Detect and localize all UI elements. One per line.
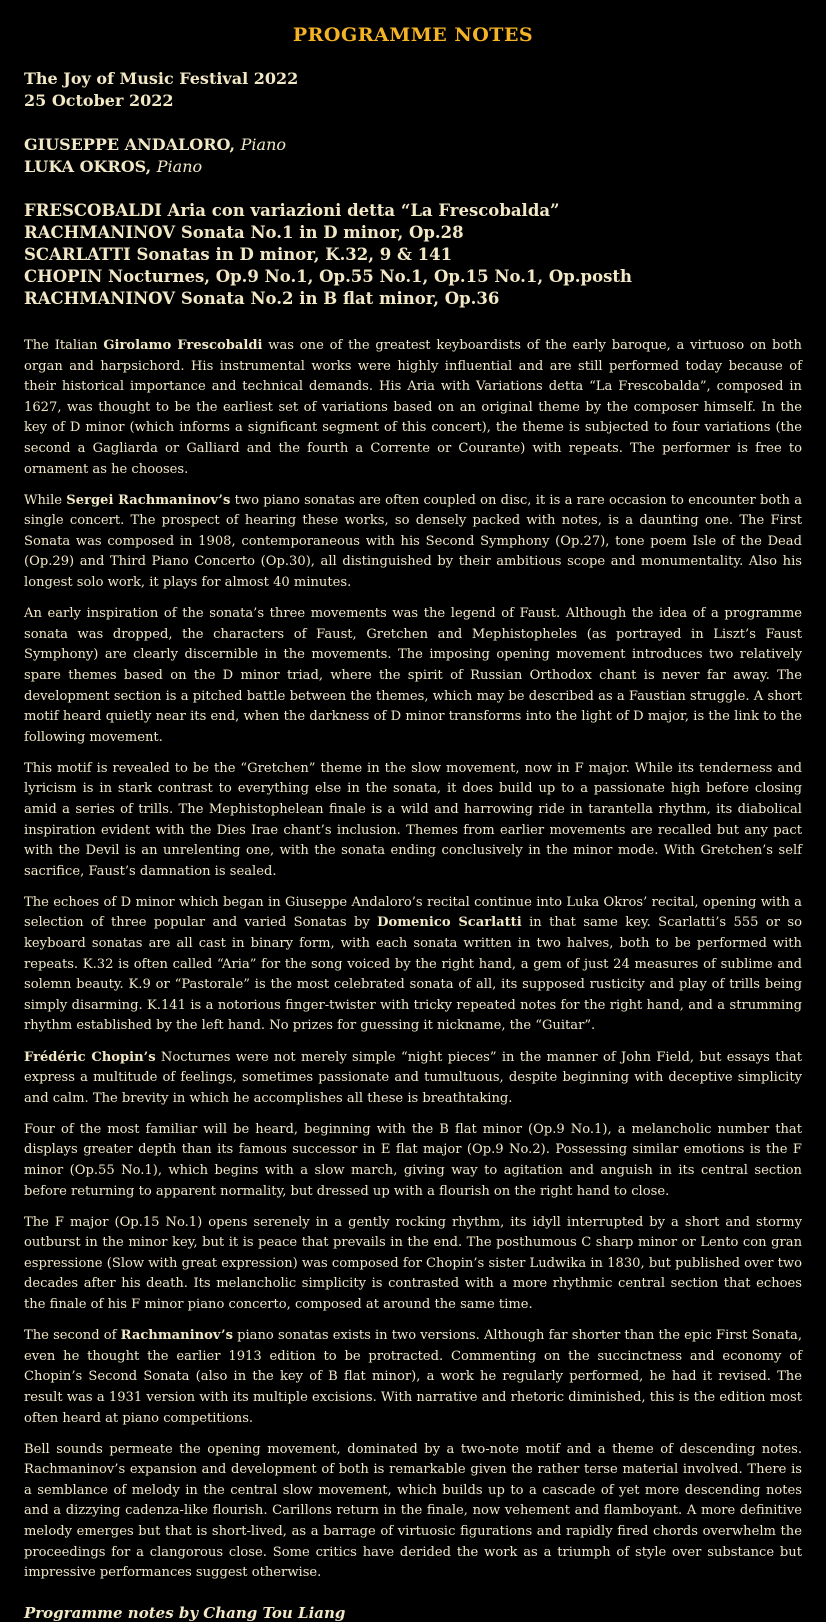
event-info [24, 68, 802, 112]
composer-name: Domenico Scarlatti [377, 915, 522, 931]
paragraph-rachmaninov-second [24, 1326, 802, 1429]
page-title: PROGRAMME NOTES [292, 24, 534, 46]
composer-name: Frédéric Chopin’s [24, 1049, 156, 1065]
text-run: While [24, 492, 67, 508]
paragraph-faust: An early inspiration of the sonata’s three movements was the legend of Faust. Although the idea of a programme sonata was dropped, the characters of Faust, Gretchen and Mephistopheles (as portrayed in Liszt’s Faust Symphony) are clearly discernible in the movements. The imposing opening movement introduces two relatively spare themes based on the D minor triad, where the spirit of Russian Orthodox chant is never far away. The development section is a pitched battle between the themes, which may be described as a Faustian struggle. A short motif heard quietly near its end, when the darkness of D minor transforms into the light of D major, is the link to the following movement. [24, 606, 802, 745]
text-run: The Italian [24, 338, 104, 353]
performer-name: LUKA OKROS, [24, 157, 152, 176]
event-name: The Joy of Music Festival 2022 [24, 69, 299, 88]
text-run: The second of [24, 1328, 121, 1344]
paragraph-scarlatti [24, 893, 802, 1037]
composer-name: Sergei Rachmaninov’s [66, 492, 231, 508]
text-run: in that same key. Scarlatti’s 555 or so keyboard sonatas are all cast in binary form, with each sonata written in two halves, both to be performed with repeats. K.32 is often called “Aria” for the song voiced by the right hand, a gem of just 24 measures of sublime and solemn beauty. K.9 or “Pastorale” is the most celebrated sonata of all, its supposed rusticity and play of trills being simply disarming. K.141 is a notorious finger-twister with tricky repeated notes for the right hand, and a strumming rhythm established by the left hand. No prizes for guessing it nickname, the “Guitar”. [24, 915, 802, 1034]
event-date: 25 October 2022 [24, 91, 174, 110]
composer-name: Rachmaninov’s [120, 1328, 233, 1344]
paragraph-frescobaldi [24, 336, 802, 480]
programme-item: RACHMANINOV Sonata No.2 in B flat minor, Op.36 [24, 289, 500, 308]
paragraph-chopin-f-major: The F major (Op.15 No.1) opens serenely in a gently rocking rhythm, its idyll interrupted by a short and stormy outburst in the minor key, but it is peace that prevails in the end. The posthumous C sharp minor or Lento con gran espressione (Slow with great expression) was composed for Chopin’s sister Ludwika in 1830, but published over two decades after his death. Its melancholic simplicity is contrasted with a more rhythmic central section that echoes the finale of his F minor piano concerto, composed at around the same time. [24, 1214, 802, 1313]
paragraph-chopin-nocturnes: Four of the most familiar will be heard, beginning with the B flat minor (Op.9 No.1), a melancholic number that displays greater depth than its famous successor in E flat major (Op.9 No.2). Possessing similar emotions is the F minor (Op.55 No.1), which begins with a slow march, giving way to agitation and anguish in its central section before returning to apparent normality, but dressed up with a flourish on the right hand to close. [24, 1121, 802, 1199]
performer-name: GIUSEPPE ANDALORO, [24, 135, 236, 154]
performer-instrument: Piano [240, 135, 286, 154]
text-run: was one of the greatest keyboardists of the early baroque, a virtuoso on both organ and harpsichord. His instrumental works were highly influential and are still performed today because of their historical importance and technical demands. His Aria with Variations detta “La Frescobalda”, composed in 1627, was thought to be the earliest set of variations based on an original theme by the composer himself. In the key of D minor (which informs a significant segment of this concert), the theme is subjected to four variations (the second a Gagliarda or Galliard and the fourth a Corrente or Courante) with repeats. The performer is free to ornament as he chooses. [24, 338, 802, 477]
text-run: two piano sonatas are often coupled on disc, it is a rare occasion to encounter both a single concert. The prospect of hearing these works, so densely packed with notes, is a daunting one. The First Sonata was composed in 1908, contemporaneous with his Second Symphony (Op.27), tone poem Isle of the Dead (Op.29) and Third Piano Concerto (Op.30), all distinguished by their ambitious scope and monumentality. Also his longest solo work, it plays for almost 40 minutes. [24, 492, 802, 591]
paragraph-rachmaninov-intro [24, 491, 802, 594]
paragraph-bell-sounds: Bell sounds permeate the opening movement, dominated by a two-note motif and a theme of descending notes. Rachmaninov’s expansion and development of both is remarkable given the rather terse material involved. There is a semblance of melody in the central slow movement, which builds up to a cascade of yet more descending notes and a dizzying cadenza-like flourish. Carillons return in the finale, now vehement and flamboyant. A more definitive melody emerges but that is short-lived, as a barrage of virtuosic figurations and rapidly fired chords overwhelm the proceedings for a clangorous close. Some critics have derided the work as a triumph of style over substance but impressive performances suggest otherwise. [24, 1441, 802, 1581]
programme-list [24, 200, 802, 310]
notes-credit: Programme notes by Chang Tou Liang [24, 1603, 346, 1622]
text-run: The echoes of D minor which began in Giuseppe Andaloro’s recital continue into Luka Okros’ recital, opening with a selection of three popular and varied Sonatas by [24, 894, 802, 931]
programme-item: SCARLATTI Sonatas in D minor, K.32, 9 & 141 [24, 245, 453, 264]
paragraph-gretchen: This motif is revealed to be the “Gretchen” theme in the slow movement, now in F major. While its tenderness and lyricism is in stark contrast to everything else in the sonata, it does build up to a passionate high before closing amid a series of trills. The Mephistophelean finale is a wild and harrowing ride in tarantella rhythm, its diabolical inspiration evident with the Dies Irae chant’s inclusion. Themes from earlier movements are recalled but any pact with the Devil is an unrelenting one, with the sonata ending conclusively in the minor mode. With Gretchen’s self sacrifice, Faust’s damnation is sealed. [24, 760, 802, 879]
text-run: Nocturnes were not merely simple “night pieces” in the manner of John Field, but essays that express a multitude of feelings, sometimes passionate and tumultuous, despite beginning with deceptive simplicity and calm. The brevity in which he accomplishes all these is breathtaking. [24, 1049, 802, 1106]
programme-item: FRESCOBALDI Aria con variazioni detta “La Frescobalda” [24, 201, 560, 220]
programme-item: RACHMANINOV Sonata No.1 in D minor, Op.28 [24, 223, 464, 242]
text-run: piano sonatas exists in two versions. Although far shorter than the epic First Sonata, even he thought the earlier 1913 edition to be protracted. Commenting on the succinctness and economy of Chopin’s Second Sonata (also in the key of B flat minor), a work he regularly performed, he had it revised. The result was a 1931 version with its multiple excisions. With narrative and rhetoric diminished, this is the edition most often heard at piano competitions. [24, 1328, 802, 1426]
performer-instrument: Piano [156, 157, 203, 176]
paragraph-chopin-intro [24, 1048, 802, 1110]
notes-body [24, 336, 802, 1584]
performer-1 [24, 134, 802, 156]
performers [24, 134, 802, 178]
performer-2 [24, 156, 802, 178]
composer-name: Girolamo Frescobaldi [103, 338, 263, 353]
programme-item: CHOPIN Nocturnes, Op.9 No.1, Op.55 No.1, Op.15 No.1, Op.posth [24, 267, 633, 286]
